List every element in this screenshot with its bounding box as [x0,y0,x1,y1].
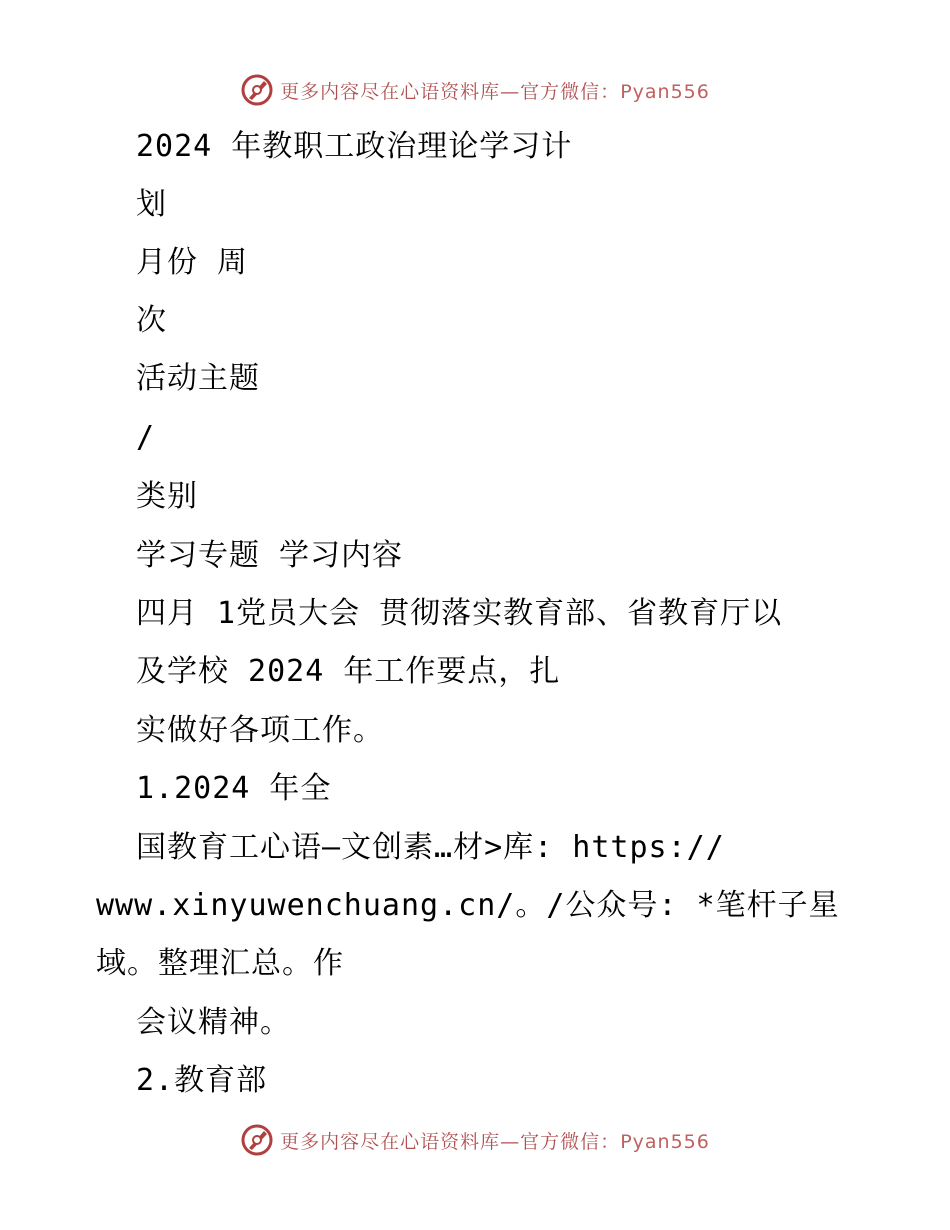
watermark-separator: — [500,80,521,103]
doc-line: 次 [136,303,167,338]
watermark-main-text: 更多内容尽在心语资料库 [280,80,501,103]
doc-line: / [136,420,156,455]
doc-line: 2.教育部 [136,1063,268,1098]
watermark-separator: — [500,1130,521,1153]
doc-line: 活动主题 [136,361,260,396]
doc-line: 会议精神。 [136,1005,291,1040]
watermark-text [280,1127,710,1154]
watermark-official-label: 官方微信： [520,80,621,103]
doc-line: 及学校 2024 年工作要点，扎 [136,654,561,689]
footer-watermark [0,1120,950,1160]
doc-line: 2024 年教职工政治理论学习计 [136,129,573,164]
doc-line: 划 [136,187,167,222]
doc-line: 月份 周 [136,245,249,280]
watermark-handle: Pyan556 [620,1130,710,1153]
doc-line: 四月 1党员大会 贯彻落实教育部、省教育厅以 [136,596,783,631]
doc-line: 学习专题 学习内容 [136,538,404,573]
quill-logo-icon [240,1123,274,1157]
watermark-main-text: 更多内容尽在心语资料库 [280,1130,501,1153]
doc-line: 实做好各项工作。 [136,713,384,748]
doc-line: 域。整理汇总。作 [96,946,344,981]
doc-line: 1.2024 年全 [136,771,332,806]
watermark-official-label: 官方微信： [520,1130,621,1153]
doc-line: 国教育工心语—文创素…材>库: https:// [136,830,725,865]
watermark-handle: Pyan556 [620,80,710,103]
doc-line: 类别 [136,479,198,514]
doc-line: www.xinyuwenchuang.cn/。/公众号: *笔杆子星 [96,888,840,923]
